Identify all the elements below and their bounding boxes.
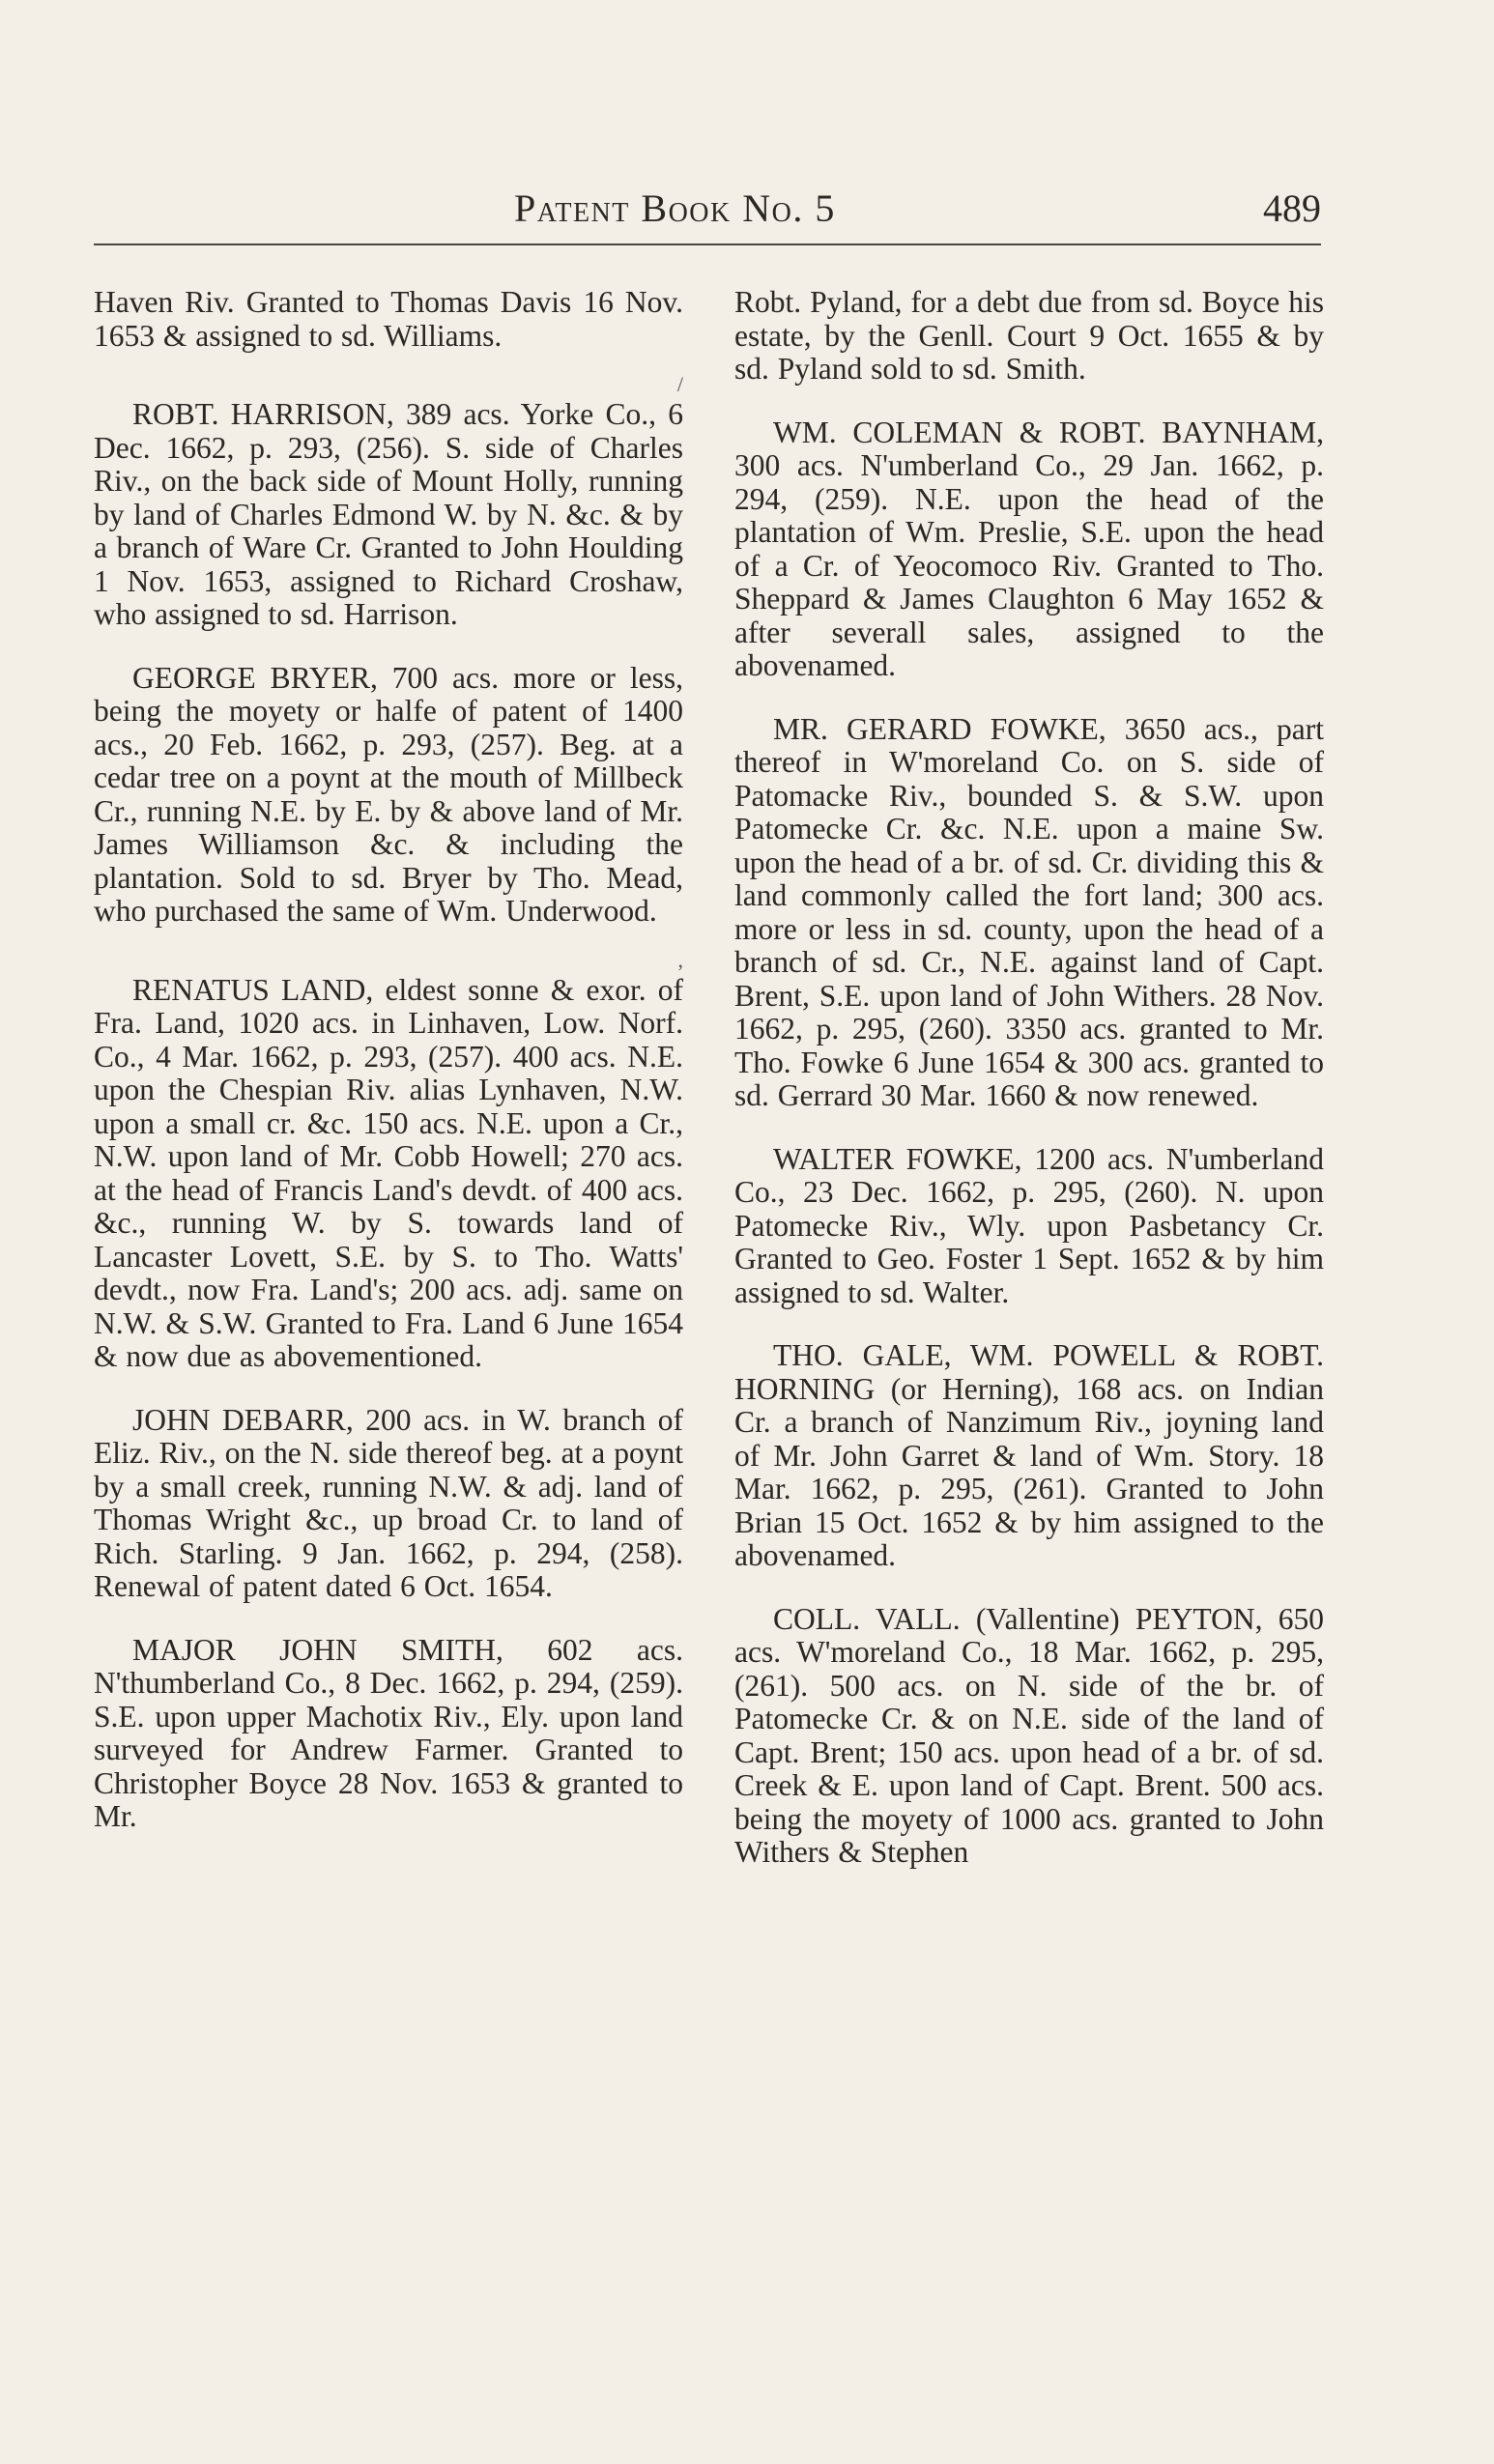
paragraph: GEORGE BRYER, 700 acs. more or less, being the moyety or halfe of patent of 1400 acs., 20 Feb. 1662, p. 293, (257). Beg. at a cedar tree on a poynt at the mouth of Millbeck Cr., running N.E. by E. by & above land of Mr. James Williamson &c. & including the plantation. Sold to sd. Bryer by Tho. Mead, who purchased the same of Wm. Underwood.	[94, 660, 683, 928]
paragraph: COLL. VALL. (Vallentine) PEYTON, 650 acs. W'moreland Co., 18 Mar. 1662, p. 295, (261). 500 acs. on N. side of the br. of Patomecke Cr. & on N.E. side of the land of Capt. Brent; 150 acs. upon head of a br. of sd. Creek & E. upon land of Capt. Brent. 500 acs. being the moyety of 1000 acs. granted to John Withers & Stephen	[734, 1601, 1324, 1869]
paragraph: WALTER FOWKE, 1200 acs. N'umberland Co., 23 Dec. 1662, p. 295, (260). N. upon Patomecke Riv., Wly. upon Pasbetancy Cr. Granted to Geo. Foster 1 Sept. 1652 & by him assigned to sd. Walter.	[734, 1141, 1324, 1309]
left-column	[94, 286, 683, 1864]
paragraph: ROBT. HARRISON, 389 acs. Yorke Co., 6 Dec. 1662, p. 293, (256). S. side of Charles Riv., on the back side of Mount Holly, running by land of Charles Edmond W. by N. &c. & by a branch of Ware Cr. Granted to John Houlding 1 Nov. 1653, assigned to Richard Croshaw, who assigned to sd. Harrison.	[94, 397, 683, 631]
paragraph: Haven Riv. Granted to Thomas Davis 16 Nov. 1653 & assigned to sd. Williams.	[94, 285, 683, 353]
running-header	[94, 182, 1321, 240]
header-rule	[94, 244, 1321, 245]
running-title: Patent Book No. 5	[514, 186, 836, 230]
paragraph: THO. GALE, WM. POWELL & ROBT. HORNING (or Herning), 168 acs. on Indian Cr. a branch of Nanzimum Riv., joyning land of Mr. John Garret & land of Wm. Story. 18 Mar. 1662, p. 295, (261). Granted to John Brian 15 Oct. 1652 & by him assigned to the abovenamed.	[734, 1338, 1324, 1572]
right-column	[734, 286, 1324, 1900]
page-number: 489	[1263, 186, 1321, 230]
paragraph: WM. COLEMAN & ROBT. BAYNHAM, 300 acs. N'umberland Co., 29 Jan. 1662, p. 294, (259). N.E. upon the head of the plantation of Wm. Preslie, S.E. upon the head of a Cr. of Yeocomoco Riv. Granted to Tho. Sheppard & James Claughton 6 May 1652 & after severall sales, assigned to the abovenamed.	[734, 415, 1324, 682]
margin-mark: ,	[677, 947, 683, 972]
paragraph: Robt. Pyland, for a debt due from sd. Boyce his estate, by the Genll. Court 9 Oct. 1655 & by sd. Pyland sold to sd. Smith.	[734, 285, 1324, 386]
paragraph: JOHN DEBARR, 200 acs. in W. branch of Eliz. Riv., on the N. side thereof beg. at a poynt by a small creek, running N.W. & adj. land of Thomas Wright &c., up broad Cr. to land of Rich. Starling. 9 Jan. 1662, p. 294, (258). Renewal of patent dated 6 Oct. 1654.	[94, 1402, 683, 1603]
paragraph: MR. GERARD FOWKE, 3650 acs., part thereof in W'moreland Co. on S. side of Patomacke Riv., bounded S. & S.W. upon Patomecke Cr. &c. N.E. upon a maine Sw. upon the head of a br. of sd. Cr. dividing this & land commonly called the fort land; 300 acs. more or less in sd. county, upon the head of a branch of sd. Cr., N.E. against land of Capt. Brent, S.E. upon land of John Withers. 28 Nov. 1662, p. 295, (260). 3350 acs. granted to Mr. Tho. Fowke 6 June 1654 & 300 acs. granted to sd. Gerrard 30 Mar. 1660 & now renewed.	[734, 711, 1324, 1112]
margin-mark: /	[676, 372, 683, 396]
paragraph: MAJOR JOHN SMITH, 602 acs. N'thumberland Co., 8 Dec. 1662, p. 294, (259). S.E. upon upper Machotix Riv., Ely. upon land surveyed for Andrew Farmer. Granted to Christopher Boyce 28 Nov. 1653 & granted to Mr.	[94, 1632, 683, 1833]
paragraph: RENATUS LAND, eldest sonne & exor. of Fra. Land, 1020 acs. in Linhaven, Low. Norf. Co., 4 Mar. 1662, p. 293, (257). 400 acs. N.E. upon the Chespian Riv. alias Lynhaven, N.W. upon a small cr. &c. 150 acs. N.E. upon a Cr., N.W. upon land of Mr. Cobb Howell; 270 acs. at the head of Francis Land's devdt. of 400 acs. &c., running W. by S. towards land of Lancaster Lovett, S.E. by S. to Tho. Watts' devdt., now Fra. Land's; 200 acs. adj. same on N.W. & S.W. Granted to Fra. Land 6 June 1654 & now due as abovementioned.	[94, 972, 683, 1373]
